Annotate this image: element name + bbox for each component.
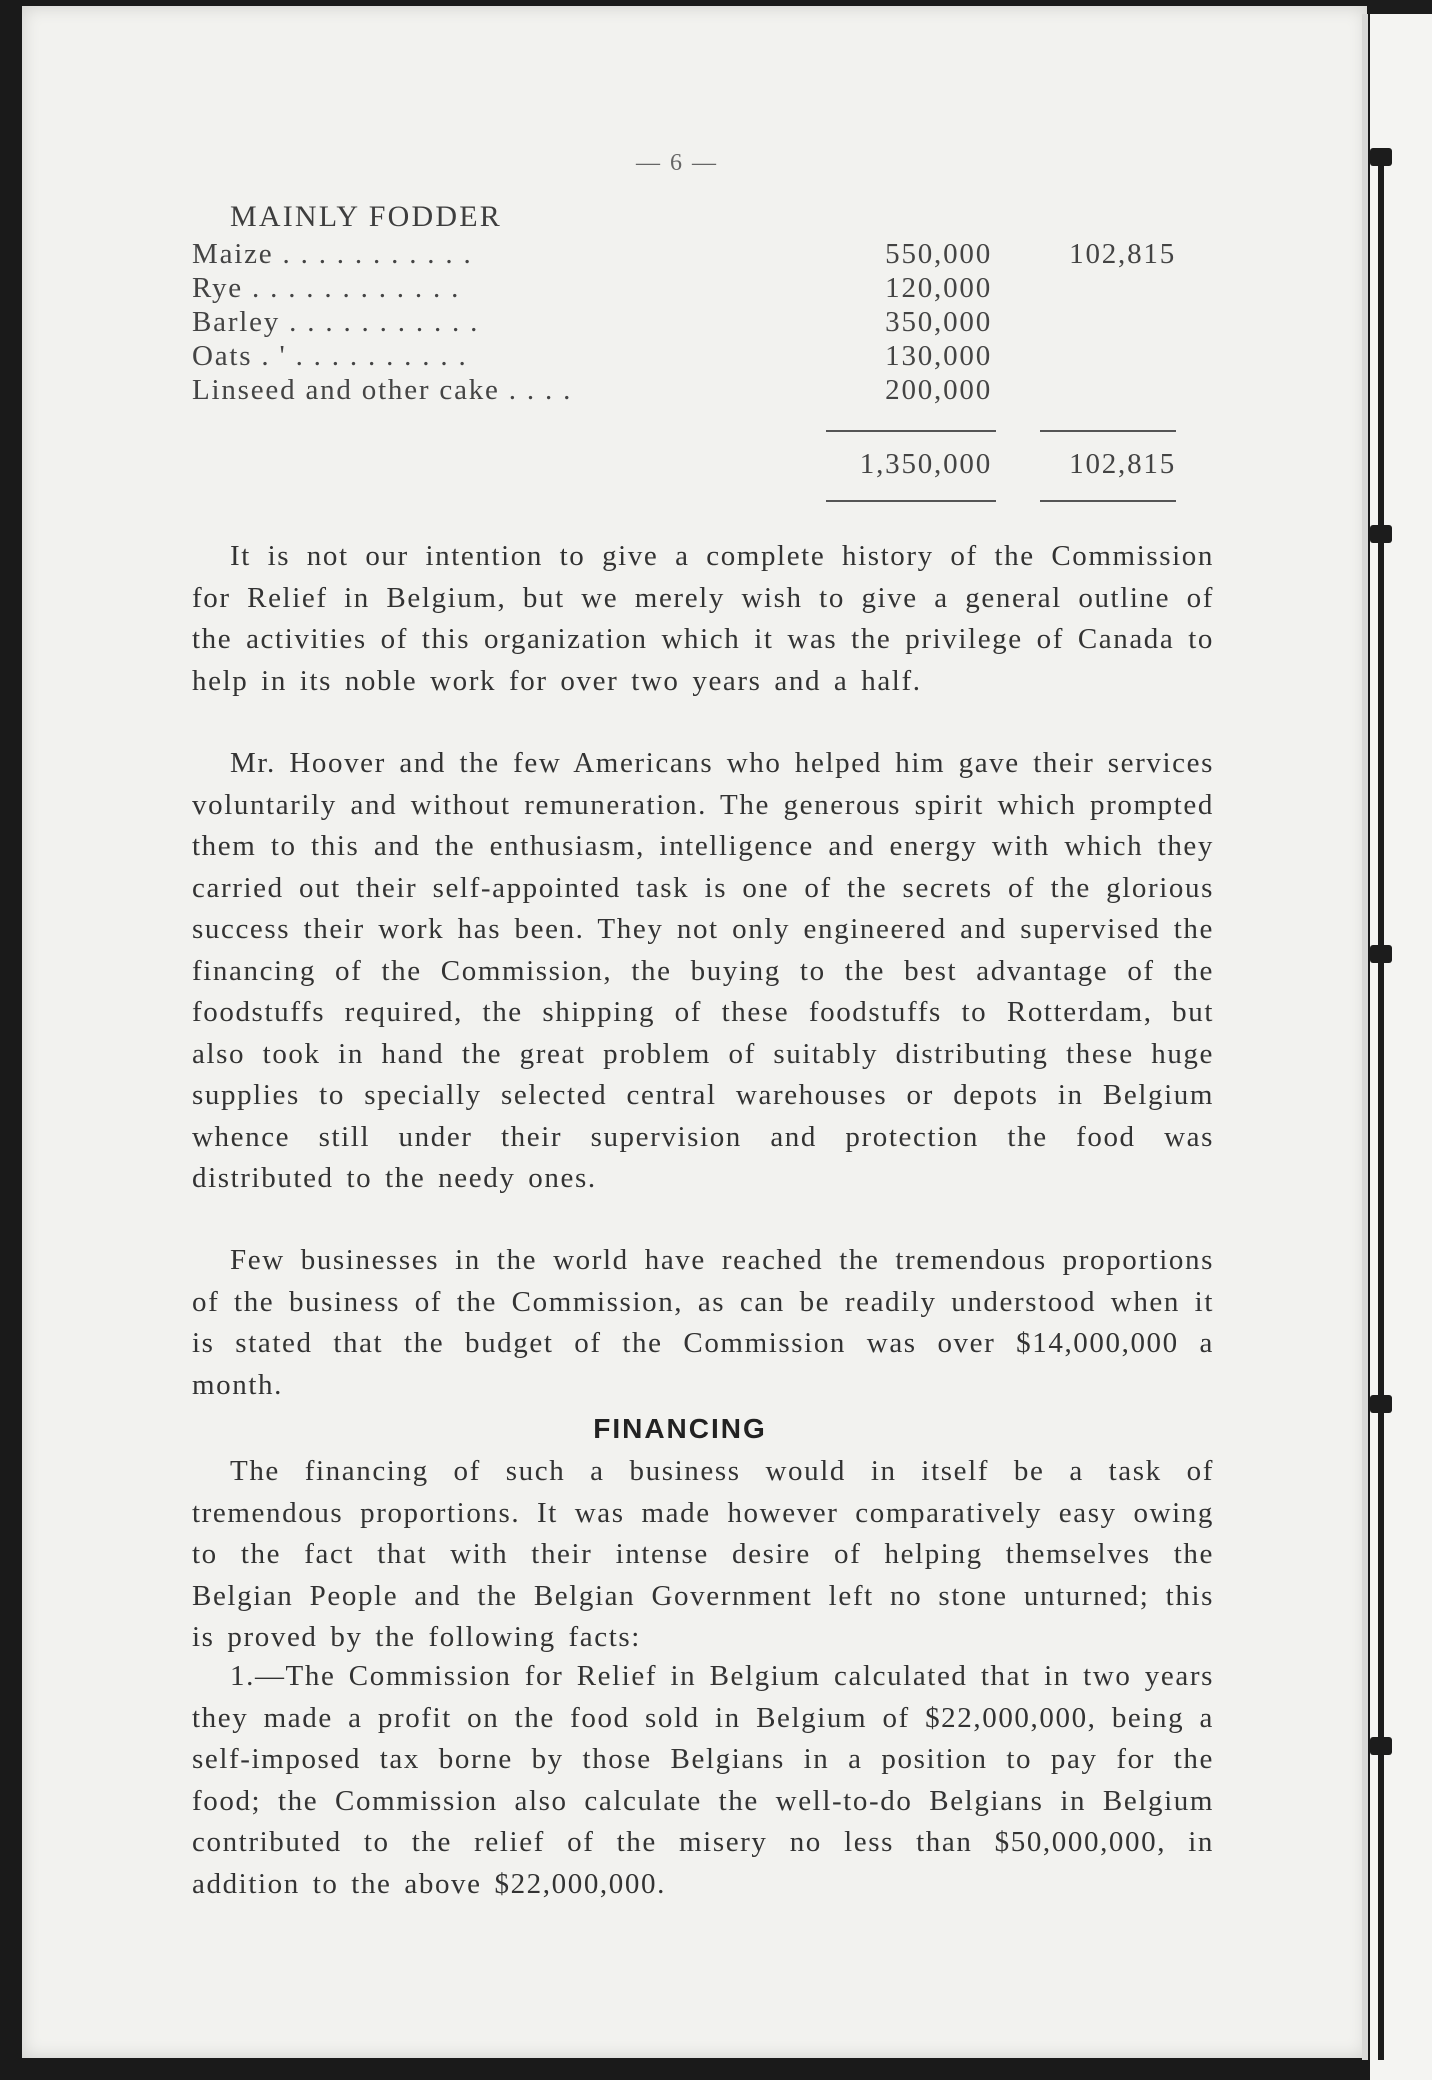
binding-top-bar	[1370, 0, 1432, 14]
paragraph-text: Few businesses in the world have reached the tremendous proportions of the business of the Commission, as can be readily understood when it is stated that the budget of the Commission was over $14,000,000 a month.	[192, 1244, 1214, 1401]
total-rule	[1040, 500, 1176, 502]
binding-clip	[1370, 945, 1392, 963]
table-row	[192, 340, 1192, 376]
binding-line	[1378, 150, 1384, 2060]
binding-clip	[1370, 148, 1392, 166]
subtotal-rule	[826, 430, 996, 432]
table-row	[192, 272, 1192, 308]
row-value-1: 120,000	[885, 272, 992, 304]
subtotal-rule	[1040, 430, 1176, 432]
row-value-1: 350,000	[885, 306, 992, 338]
paragraph	[192, 536, 1214, 702]
row-value-2: 102,815	[1069, 238, 1176, 270]
binding-clip	[1370, 525, 1392, 543]
binding-clip	[1370, 1737, 1392, 1755]
row-label: Linseed and other cake . . . .	[192, 374, 573, 406]
paragraph	[192, 1451, 1214, 1659]
row-value-1: 200,000	[885, 374, 992, 406]
financing-heading: FINANCING	[593, 1413, 767, 1444]
paragraph-text: It is not our intention to give a complete history of the Commission for Relief in Belgium, but we merely wish to give a general outline of the activities of this organization which it was the privilege of Canada to help in its noble work for over two years and a half.	[192, 540, 1214, 697]
page-edge	[1362, 14, 1368, 2060]
row-value-1: 550,000	[885, 238, 992, 270]
row-label: Barley . . . . . . . . . . .	[192, 306, 480, 338]
table-row	[192, 306, 1192, 342]
paragraph	[192, 743, 1214, 1200]
paragraph-text: The financing of such a business would in itself be a task of tremendous proportions. It was made however comparatively easy owing to the fact that with their intense desire of helping themselves the Belgian People and the Belgian Government left no stone unturned; this is proved by the following facts:	[192, 1455, 1214, 1653]
binding-clip	[1370, 1395, 1392, 1413]
paragraph	[192, 1240, 1214, 1406]
fodder-heading: MAINLY FODDER	[230, 200, 502, 233]
total-row	[192, 448, 1192, 484]
row-label: Rye . . . . . . . . . . . .	[192, 272, 461, 304]
page-number: — 6 —	[636, 150, 718, 176]
paragraph-text: 1.—The Commission for Relief in Belgium calculated that in two years they made a profit on the food sold in Belgium of $22,000,000, being a self-imposed tax borne by those Belgians in a position to pay for the food; the Commission also calculate the well-to-do Belgians in Belgium contributed to the relief of the misery no less than $50,000,000, in addition to the above $22,000,000.	[192, 1660, 1214, 1900]
row-label: Maize . . . . . . . . . . .	[192, 238, 473, 270]
total-value-2: 102,815	[1069, 448, 1176, 480]
row-label: Oats . ' . . . . . . . . . .	[192, 340, 468, 372]
total-value-1: 1,350,000	[859, 448, 992, 480]
table-row	[192, 374, 1192, 410]
paragraph	[192, 1656, 1214, 1905]
table-row	[192, 238, 1192, 274]
row-value-1: 130,000	[885, 340, 992, 372]
paragraph-text: Mr. Hoover and the few Americans who helped him gave their services voluntarily and without remuneration. The generous spirit which prompted them to this and the enthusiasm, intelligence and energy with which they carried out their self-appointed task is one of the secrets of the glorious success their work has been. They not only engineered and supervised the financing of the Commission, the buying to the best advantage of the foodstuffs required, the shipping of these foodstuffs to Rotterdam, but also took in hand the great problem of suitably distributing these huge supplies to specially selected central warehouses or depots in Belgium whence still under their supervision and protection the food was distributed to the needy ones.	[192, 747, 1214, 1194]
binding-strip	[1370, 0, 1432, 2080]
total-rule	[826, 500, 996, 502]
